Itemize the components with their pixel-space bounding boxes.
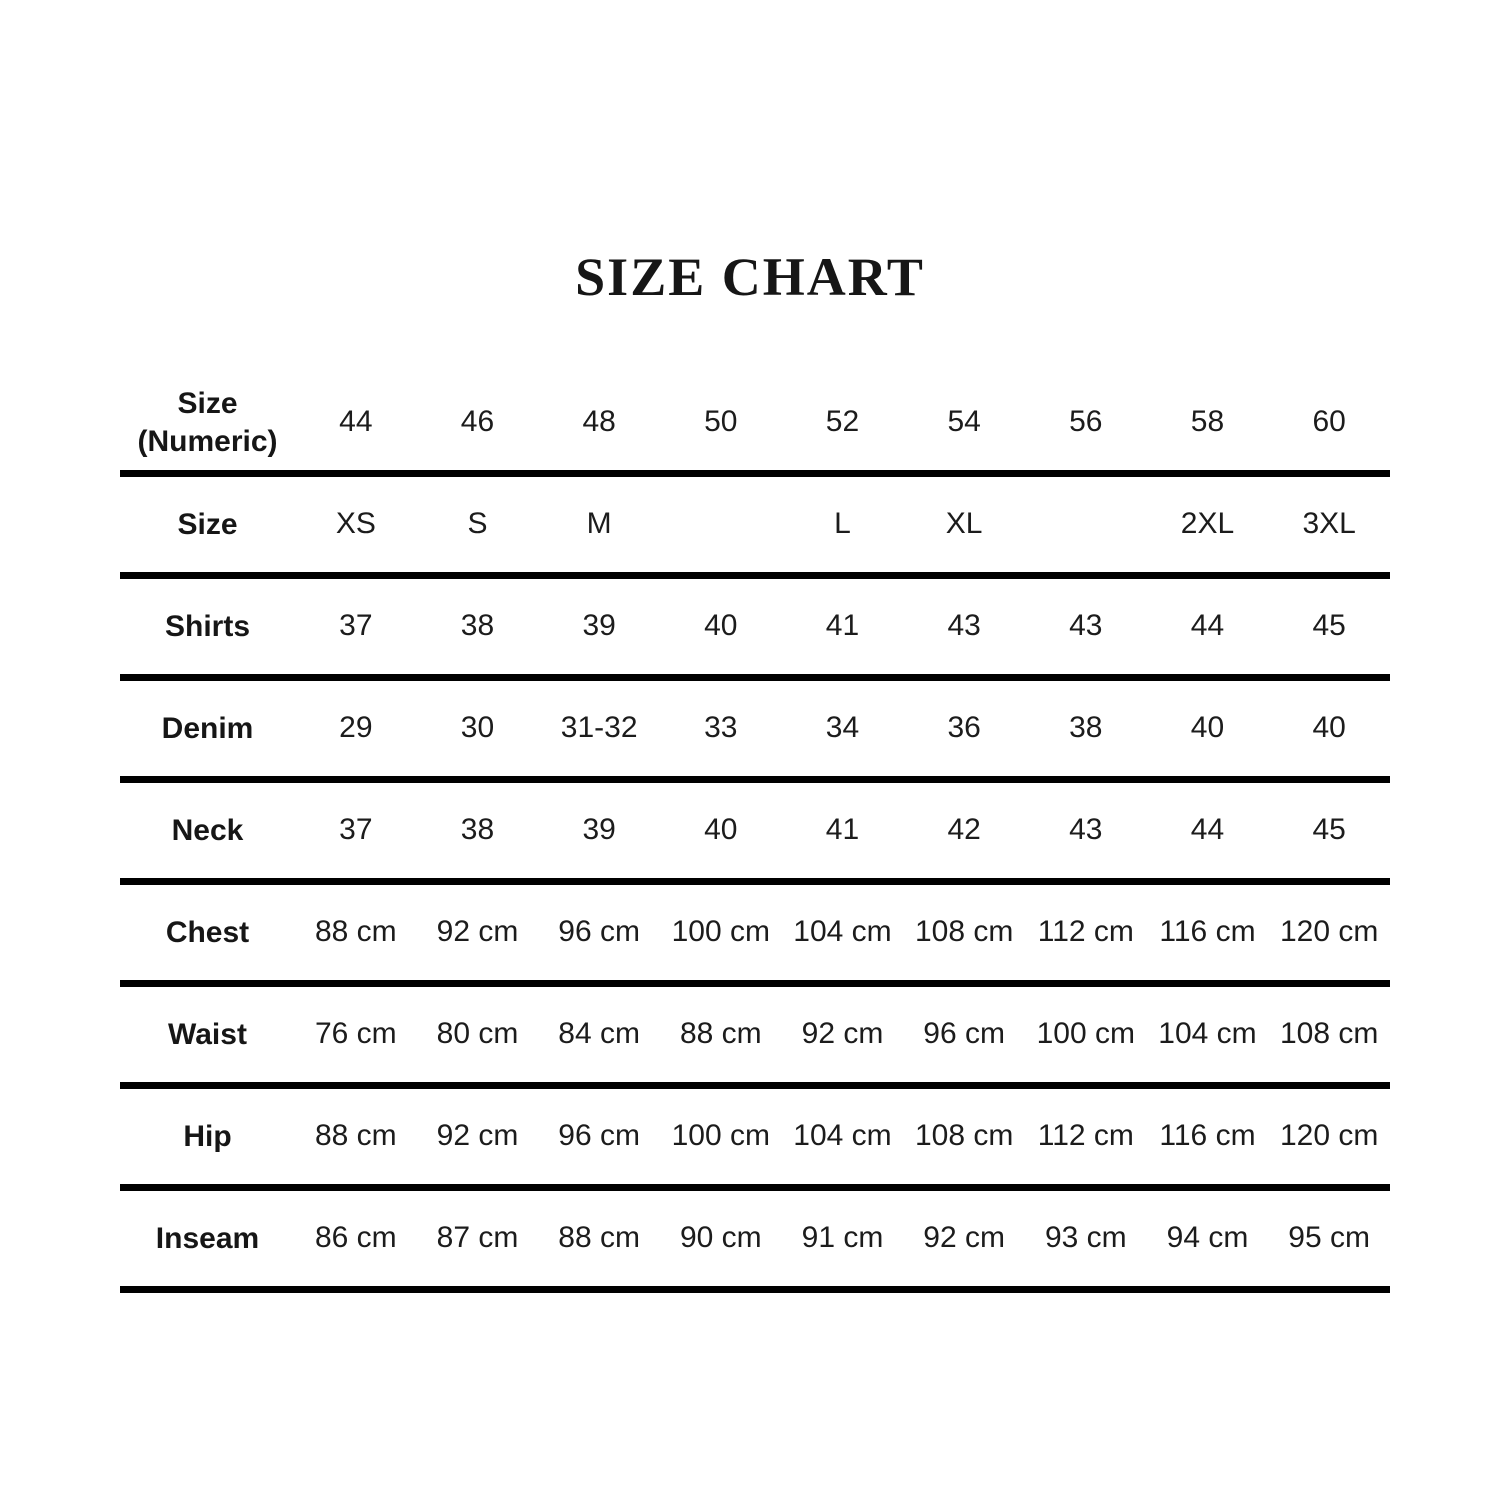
table-cell: 36 <box>947 711 981 745</box>
table-row <box>120 477 1390 579</box>
table-cell: 108 cm <box>914 1119 1014 1153</box>
table-row <box>120 783 1390 885</box>
table-cell: 100 cm <box>1036 1017 1136 1051</box>
row-header-line: (Numeric) <box>137 424 278 458</box>
table-cell: 43 <box>1069 609 1103 643</box>
table-cell: 52 <box>825 405 860 439</box>
row-header <box>120 710 295 748</box>
table-cell: 34 <box>825 711 860 745</box>
row-header-line: Neck <box>171 813 244 847</box>
table-cell: 108 cm <box>914 915 1014 949</box>
row-header-line: Size <box>177 387 238 420</box>
row-header <box>120 812 295 850</box>
table-cell: 104 cm <box>1158 1017 1257 1051</box>
table-cell: 95 cm <box>1288 1221 1370 1255</box>
table-cell: 58 <box>1190 405 1225 439</box>
table-cell: 40 <box>1190 711 1225 745</box>
table-cell: 84 cm <box>558 1017 640 1051</box>
table-cell: 90 cm <box>679 1221 762 1255</box>
table-cell: 88 cm <box>558 1221 640 1255</box>
table-cell: 38 <box>1069 711 1103 745</box>
table-cell: 30 <box>460 711 495 745</box>
row-header-line: Size <box>177 507 238 541</box>
table-cell: 92 cm <box>801 1017 884 1051</box>
table-cell: 33 <box>704 711 738 745</box>
table-cell: 38 <box>460 813 495 847</box>
table-row <box>120 681 1390 783</box>
table-cell: 91 cm <box>801 1221 884 1255</box>
table-cell: 40 <box>704 813 738 847</box>
table-cell: 120 cm <box>1279 1119 1379 1153</box>
table-cell: 39 <box>582 609 616 643</box>
table-cell: 41 <box>825 813 860 847</box>
table-cell: 54 <box>947 405 981 439</box>
row-header <box>120 1220 295 1258</box>
table-cell: 45 <box>1312 813 1346 847</box>
table-cell: 88 cm <box>679 1017 762 1051</box>
table-row <box>120 375 1390 477</box>
table-cell: 94 cm <box>1166 1221 1249 1255</box>
table-cell: 38 <box>460 609 495 643</box>
table-cell: 40 <box>704 609 738 643</box>
table-cell: 41 <box>825 609 860 643</box>
table-cell: 60 <box>1312 405 1346 439</box>
table-cell: 104 cm <box>793 1119 892 1153</box>
table-cell: 116 cm <box>1159 1119 1256 1153</box>
table-cell: 92 cm <box>436 1119 519 1153</box>
row-header-line: Denim <box>161 711 254 745</box>
table-cell: 86 cm <box>314 1221 397 1255</box>
table-cell: 88 cm <box>314 915 397 949</box>
table-cell: 116 cm <box>1159 915 1256 949</box>
table-cell: 39 <box>582 813 616 847</box>
table-cell: XS <box>335 507 376 541</box>
table-cell: 48 <box>582 405 616 439</box>
table-cell: 44 <box>1190 609 1225 643</box>
table-row <box>120 1089 1390 1191</box>
row-header-line: Chest <box>165 915 250 949</box>
table-cell: 92 cm <box>436 915 519 949</box>
row-header <box>120 1118 295 1156</box>
row-header-line: Shirts <box>164 609 251 643</box>
row-header <box>120 506 295 544</box>
table-cell: 45 <box>1312 609 1346 643</box>
table-cell: 37 <box>339 813 373 847</box>
table-row <box>120 987 1390 1089</box>
table-cell: 42 <box>947 813 981 847</box>
table-cell: 96 cm <box>558 915 640 949</box>
table-cell: 96 cm <box>923 1017 1005 1051</box>
row-header-line: Waist <box>168 1017 247 1051</box>
table-cell: 92 cm <box>923 1221 1005 1255</box>
table-cell: 120 cm <box>1279 915 1379 949</box>
row-header <box>120 385 295 460</box>
page-title: SIZE CHART <box>575 247 925 307</box>
table-cell: 40 <box>1312 711 1346 745</box>
table-cell: 112 cm <box>1037 915 1134 949</box>
table-cell: 108 cm <box>1279 1017 1379 1051</box>
table-cell: 80 cm <box>436 1017 519 1051</box>
table-cell: 100 cm <box>671 915 771 949</box>
table-row <box>120 885 1390 987</box>
row-header <box>120 1016 295 1054</box>
row-header <box>120 608 295 646</box>
table-cell: 93 cm <box>1044 1221 1127 1255</box>
table-cell: 104 cm <box>793 915 892 949</box>
table-cell: 56 <box>1069 405 1103 439</box>
table-cell: 46 <box>460 405 495 439</box>
table-cell: 3XL <box>1302 507 1356 541</box>
table-row <box>120 1191 1390 1293</box>
table-cell: 2XL <box>1180 507 1235 541</box>
table-cell: L <box>834 507 851 541</box>
table-cell: XL <box>945 507 983 541</box>
table-cell: 87 cm <box>436 1221 519 1255</box>
row-header-line: Inseam <box>155 1221 260 1255</box>
size-chart-table <box>120 375 1390 1293</box>
table-cell: M <box>586 507 612 541</box>
table-cell: 44 <box>1190 813 1225 847</box>
table-cell: 43 <box>1069 813 1103 847</box>
row-header <box>120 914 295 952</box>
table-cell: 43 <box>947 609 981 643</box>
table-cell: S <box>467 507 488 541</box>
table-row <box>120 579 1390 681</box>
table-cell: 112 cm <box>1037 1119 1134 1153</box>
table-cell: 37 <box>339 609 373 643</box>
table-cell: 88 cm <box>314 1119 397 1153</box>
row-header-line: Hip <box>183 1119 232 1153</box>
table-cell: 50 <box>704 405 738 439</box>
table-cell: 29 <box>339 711 373 745</box>
table-cell: 100 cm <box>671 1119 771 1153</box>
table-cell: 44 <box>339 405 373 439</box>
table-cell: 76 cm <box>314 1017 397 1051</box>
table-cell: 31-32 <box>560 711 638 745</box>
table-cell: 96 cm <box>558 1119 640 1153</box>
